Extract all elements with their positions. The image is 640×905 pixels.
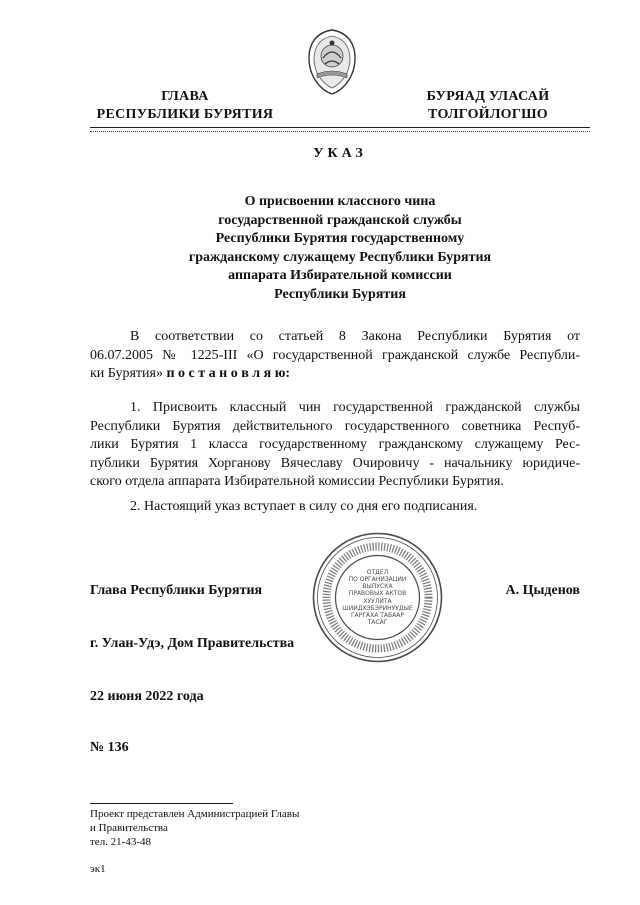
document-number: № 136 <box>90 740 129 755</box>
header-left <box>85 88 285 124</box>
seal-text-line: ХУУЛИТА <box>363 598 392 605</box>
decree-verb: п о с т а н о в л я ю: <box>166 366 291 381</box>
header-left-line1: ГЛАВА <box>161 89 209 104</box>
document-title <box>90 193 590 304</box>
signatory-name: А. Цыденов <box>505 583 580 598</box>
header-left-line2: РЕСПУБЛИКИ БУРЯТИЯ <box>96 107 274 122</box>
date: 22 июня 2022 года <box>90 689 204 704</box>
seal-text-line: ГАРГАХА ТАБААР <box>351 612 404 619</box>
preamble-line: В соответствии со статьей 8 Закона Республики Бурятия от <box>130 329 580 344</box>
header-right <box>388 88 588 124</box>
seal-text-line: ВЫПУСКА <box>362 583 393 590</box>
item-2: 2. Настоящий указ вступает в силу со дня его подписания. <box>130 499 478 514</box>
footer-note <box>90 807 299 849</box>
header-rule-dotted <box>90 131 590 132</box>
header-right-line2: ТОЛГОЙЛОГШО <box>428 107 548 122</box>
preamble <box>90 328 580 384</box>
buryatia-coat-of-arms-icon <box>303 28 361 96</box>
footer-code: эк1 <box>90 863 106 875</box>
item-line: лики Бурятия 1 класса государственному гражданскому служащему Рес- <box>90 437 580 452</box>
header-rule-thick <box>90 127 590 128</box>
seal-text-line: ПРАВОВЫХ АКТОВ <box>348 590 407 597</box>
place: г. Улан-Удэ, Дом Правительства <box>90 636 295 651</box>
preamble-line-last <box>90 365 580 384</box>
seal-text-line: ШИИДХЭБЭРИНУУДЫЕ <box>342 605 413 612</box>
coat-of-arms <box>303 28 361 96</box>
footer-line: тел. 21-43-48 <box>90 836 152 848</box>
footer-rule <box>90 803 233 804</box>
seal-text-line: ПО ОРГАНИЗАЦИИ <box>348 576 407 583</box>
title-line: О присвоении классного чина <box>244 194 436 209</box>
footer-line: и Правительства <box>90 822 168 834</box>
document-type: УКАЗ <box>313 146 367 161</box>
item-line: ского отдела аппарата Избирательной комиссии Республики Бурятия. <box>90 474 504 489</box>
item-line: 1. Присвоить классный чин государственной гражданской службы <box>130 400 580 415</box>
signatory-position: Глава Республики Бурятия <box>90 583 263 598</box>
official-seal <box>310 530 445 665</box>
footer-line: Проект представлен Администрацией Главы <box>90 808 300 820</box>
title-line: государственной гражданской службы <box>218 212 462 228</box>
title-line: гражданскому служащему Республики Бурятия <box>188 249 492 265</box>
title-line: аппарата Избирательной комиссии <box>228 268 452 283</box>
item-line: публики Бурятия Хорганову Вячеславу Очировичу - начальнику юридиче- <box>90 455 580 471</box>
item-1 <box>90 399 580 492</box>
preamble-tail: ки Бурятия» <box>90 366 167 381</box>
item-line: Республики Бурятия действительного государственного советника Респуб- <box>90 418 580 434</box>
title-line: Республики Бурятия государственному <box>215 231 465 246</box>
title-line: Республики Бурятия <box>274 286 406 302</box>
preamble-line: 06.07.2005 № 1225-III «О государственной гражданской службе Республи- <box>90 347 580 363</box>
seal-text-line: ТАСАГ <box>367 619 388 626</box>
header-right-line1: БУРЯАД УЛАСАЙ <box>426 89 550 104</box>
seal-text-line: ОТДЕЛ <box>366 569 389 576</box>
official-round-seal-icon <box>310 530 445 665</box>
